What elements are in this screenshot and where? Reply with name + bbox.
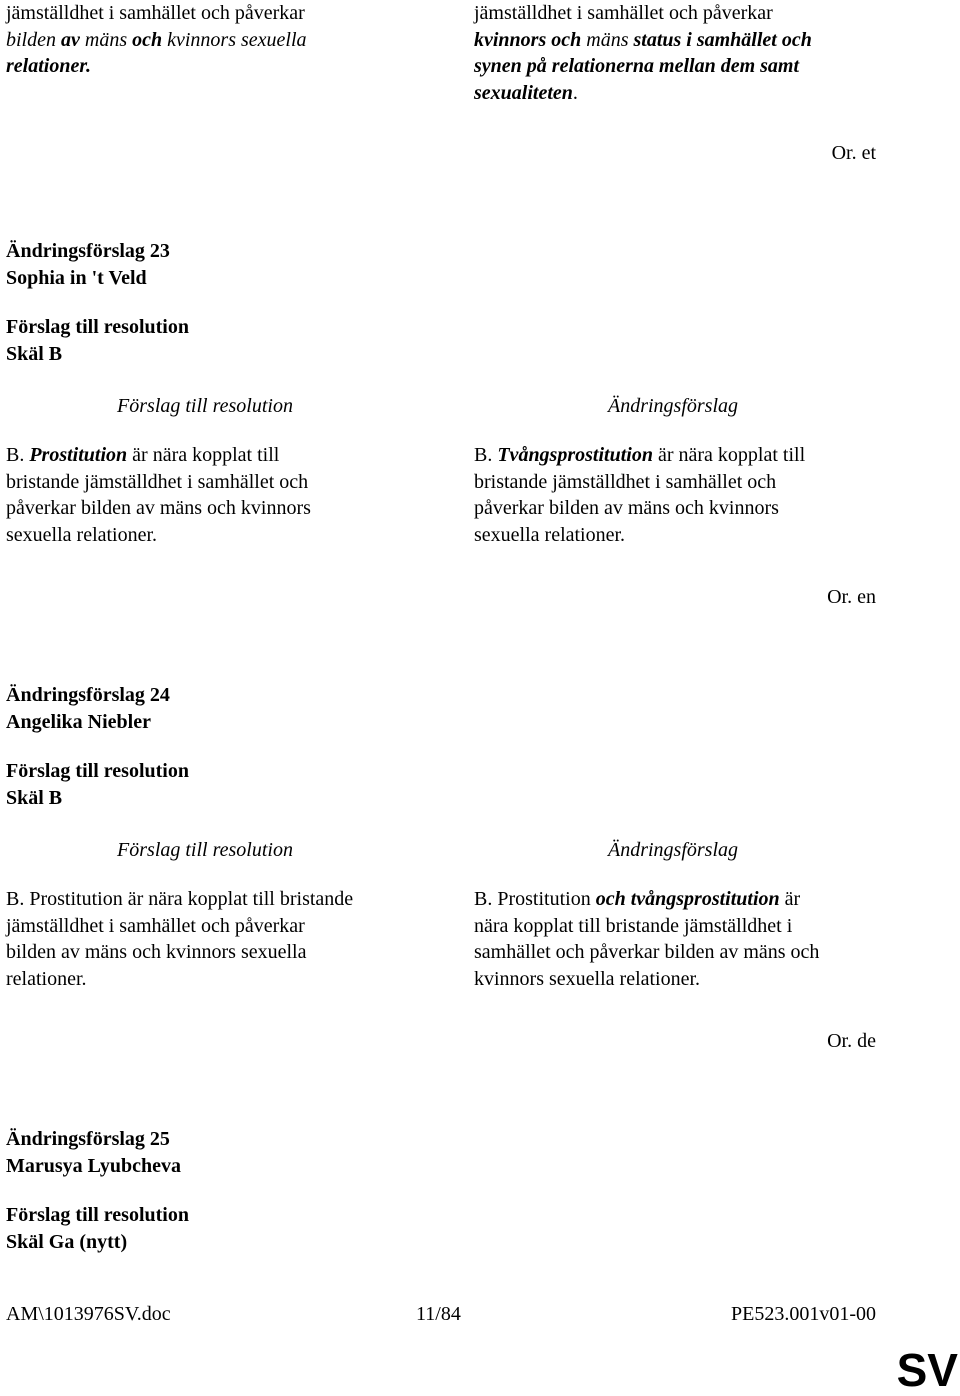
amended-text: B. Tvångsprostitution är nära kopplat till bristande jämställdhet i samhället och påverkar bilden av mäns och kvinnors sexuella relationer. <box>474 444 806 546</box>
footer-document-reference: AM\1013976SV.doc <box>6 1303 171 1325</box>
footer-pe-reference: PE523.001v01-00 <box>731 1303 876 1325</box>
amendment-title: Ändringsförslag 24 <box>6 684 170 706</box>
original-language: Or. en <box>827 586 876 608</box>
original-language: Or. de <box>827 1030 876 1052</box>
amendment-location: Skäl Ga (nytt) <box>6 1231 128 1253</box>
amendment-author: Angelika Niebler <box>6 711 151 733</box>
column-header-amendment: Ändringsförslag <box>607 839 739 861</box>
amendment-author: Sophia in 't Veld <box>6 267 147 289</box>
amendment-location: Skäl B <box>6 343 63 365</box>
original-text: B. Prostitution är nära kopplat till bristande jämställdhet i samhället och påverkar bilden av mäns och kvinnors sexuella relationer. <box>6 444 311 546</box>
amendment-author: Marusya Lyubcheva <box>6 1155 182 1177</box>
continued-original-text: jämställdhet i samhället och påverkar bilden av mäns och kvinnors sexuella relationer. <box>6 2 307 77</box>
original-language: Or. et <box>831 142 876 164</box>
amended-text: B. Prostitution och tvångsprostitution är nära kopplat till bristande jämställdhet i samhället och påverkar bilden av mäns och kvinnors sexuella relationer. <box>474 888 820 990</box>
column-header-original: Förslag till resolution <box>117 395 293 417</box>
amendment-location: Skäl B <box>6 787 63 809</box>
amendment-title: Ändringsförslag 23 <box>6 240 170 262</box>
amendment-subject: Förslag till resolution <box>6 760 189 782</box>
footer-page-number: 11/84 <box>416 1303 461 1325</box>
original-text: B. Prostitution är nära kopplat till bristande jämställdhet i samhället och påverkar bilden av mäns och kvinnors sexuella relationer. <box>6 888 354 990</box>
amendment-subject: Förslag till resolution <box>6 1204 189 1226</box>
column-header-original: Förslag till resolution <box>117 839 293 861</box>
amendment-title: Ändringsförslag 25 <box>6 1128 170 1150</box>
language-code: SV <box>896 1344 958 1396</box>
column-header-amendment: Ändringsförslag <box>607 395 739 417</box>
amendment-subject: Förslag till resolution <box>6 316 189 338</box>
continued-amendment-text: jämställdhet i samhället och påverkar kvinnors och mäns status i samhället och synen på relationerna mellan dem samt sexualiteten. <box>474 2 812 104</box>
